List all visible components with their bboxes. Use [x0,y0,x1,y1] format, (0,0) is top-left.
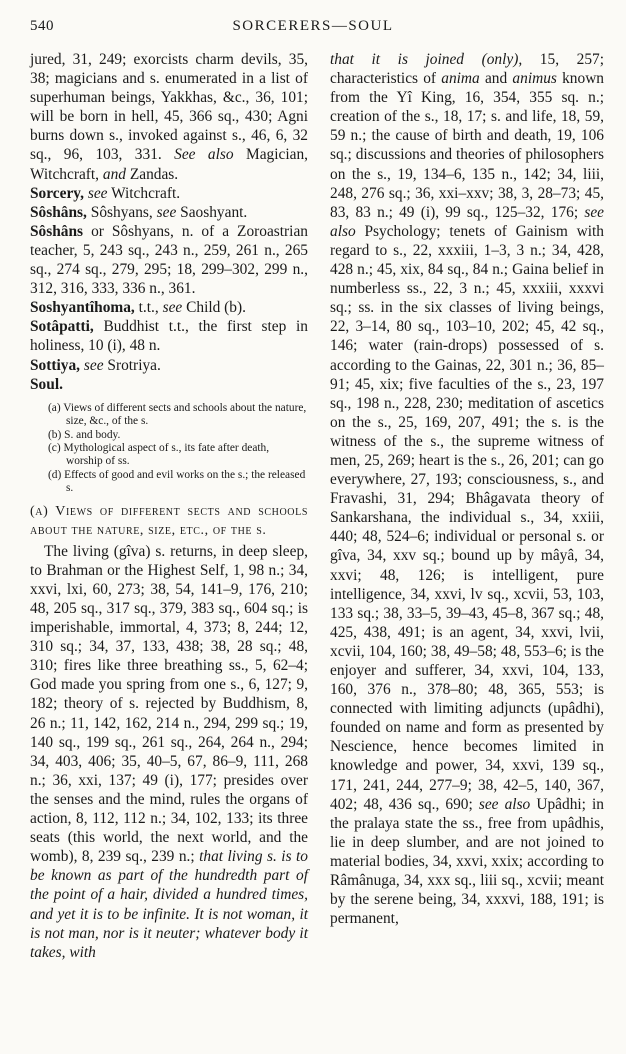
entry-soul-continued: that it is joined (only), 15, 257; characteristics of anima and animus known from the Yî King, 16, 354, 355 sq. n.; creation of the s., 18, 17; s. and life, 18, 59, 59 n.; the cause of birth and death, 19, 106 sq.; discussions and theories of philosophers on the s., 19, 134–6, 135 n., 142; 34, liii, 248, 276 sq.; 36, xxi–xxv; 38, 3, 28–73; 45, 83, 83 n.; 49 (i), 99 sq., 125–32, 176; see also Psychology; tenets of Gainism with regard to s., 22, xxxiii, 1–3, 3 n.; 34, 428, 428 n.; 45, xix, 84 sq., 84 n.; Gaina belief in numberless ss., 22, 3 n.; 45, xxxiii, xxxvi sq.; ss. in the six classes of living beings, 22, 3–14, 80 sq., 103–10, 202; 45, 42 sq., 146; water (rain-drops) possessed of s. according to the Gainas, 22, 301 n.; 36, 85–91; 45, xix; five faculties of the s., 23, 197 sq., 198 n., 228, 230; meditation of ascetics on the s., 25, 169, 207, 491; the s. is the witness of the s., the supreme witness of men, 25, 269; heart is the s., 26, 201; can go everywhere, 27, 193; consciousness, s., and Fravashi, 31, 294; Bhâgavata theory of Sankarshana, the individual s., 34, xxiii, 440; 48, 524–6; individual or personal s. or gîva, 34, xxv sq.; bound up by mâyâ, 34, xxvi; 48, 126; is intelligent, pure intelligence, 34, xxvi, lv sq., xcvii, 53, 103, 133 sq.; 38, 33–5, 39–43, 45–8, 367 sq.; 48, 425, 438, 491; is an agent, 34, xxvi, lvii, xcvii, 104, 160; 38, 49–58; 48, 553–6; is the enjoyer and sufferer, 34, xxvi, 104, 133, 160, 376 n., 378–80; 48, 365, 553; is connected with limiting adjuncts (upâdhi), founded on name and form as presented by Nescience, hence becomes limited in knowledge and power, 34, xxvi, 139 sq., 171, 241, 244, 277–9; 38, 42–5, 140, 367, 402; 48, 436 sq., 690; see also Upâdhi; in the pralaya state the ss., free from upâdhis, lie in deep slumber, and are not joined to material bodies, 34, xxvi, xxix; according to Râmânuga, 34, xxx sq., liii sq., xcvii; meant by the serene being, 34, xxxvi, 188, 191; is permanent, [330,51,605,928]
subdivision-b: (b) S. and body. [48,428,121,441]
entry-soul: Soul. [30,375,63,393]
entry-soshans: Sôshâns, Sôshyans, see Saoshyant. [30,203,248,221]
entry-continuation: jured, 31, 249; exorcists charm devils, 35, 38; magicians and s. enumerated in a list of superhuman beings, Yakkhas, &c., 36, 101; will be born in hell, 45, 366 sq., 430; Agni burns down s., invoked against s., 46, 6, 32 sq., 96, 103, 331. See also Magician, Witchcraft, and Zandas. [30,51,308,183]
subdivision-a: (a) Views of different sects and schools about the nature, size, &c., of the s. [48,401,307,428]
right-column [330,50,604,928]
left-column [30,50,308,962]
section-a-heading: (a) Views of different sects and schools about the nature, size, etc., of the s. [30,503,308,538]
entry-sottiya: Sottiya, see Srotriya. [30,356,161,374]
page-number: 540 [30,18,54,34]
entry-sotapatti: Sotâpatti, Buddhist t.t., the first step in holiness, 10 (i), 48 n. [30,318,309,355]
running-header [0,14,626,38]
entry-soshans-teacher: Sôshâns or Sôshyans, n. of a Zoroastrian teacher, 5, 243 sq., 243 n., 259, 261 n., 265 sq., 274 sq., 279, 295; 18, 299–302, 299 n., 312, 316, 333, 336 n., 361. [30,222,308,298]
entry-sorcery: Sorcery, see Witchcraft. [30,184,181,202]
section-a-text: The living (gîva) s. returns, in deep sleep, to Brahman or the Highest Self, 1, 98 n.; 34, xxvi, lxi, 60, 273; 38, 54, 141–9, 176, 210; 48, 205 sq., 317 sq., 379, 383 sq., 604 sq.; is imperishable, immortal, 4, 373; 8, 244; 12, 310 sq.; 34, 37, 133, 438; 38, 28 sq.; 48, 310; fires like three breathing ss., 5, 62–4; God made you spring from one s., 6, 127; 9, 182; theory of s. rejected by Buddhism, 8, 26 n.; 11, 142, 162, 214 n., 294, 299 sq.; 19, 140 sq., 199 sq., 261 sq., 264, 264 n., 294; 34, 403, 406; 35, 40–5, 67, 86–9, 111, 268 n.; 36, xxi, 137; 49 (i), 177; presides over the senses and the mind, rules the organs of action, 8, 112, 112 n.; 34, 102, 133; its three seats (this world, the next world, and the womb), 8, 239 sq., 239 n.; that living s. is to be known as part of the hundredth part of the point of a hair, divided a hundred times, and yet it is to be infinite. It is not woman, it is not man, nor is it neuter; whatever body it takes, with [30,542,308,961]
subdivision-c: (c) Mythological aspect of s., its fate after death, worship of ss. [48,441,270,468]
subdivision-d: (d) Effects of good and evil works on the s.; the released s. [48,468,306,495]
soul-subdivisions [48,402,308,496]
entry-soshyantihoma: Soshyantîhoma, t.t., see Child (b). [30,299,246,317]
running-title: SORCERERS—SOUL [232,18,394,34]
